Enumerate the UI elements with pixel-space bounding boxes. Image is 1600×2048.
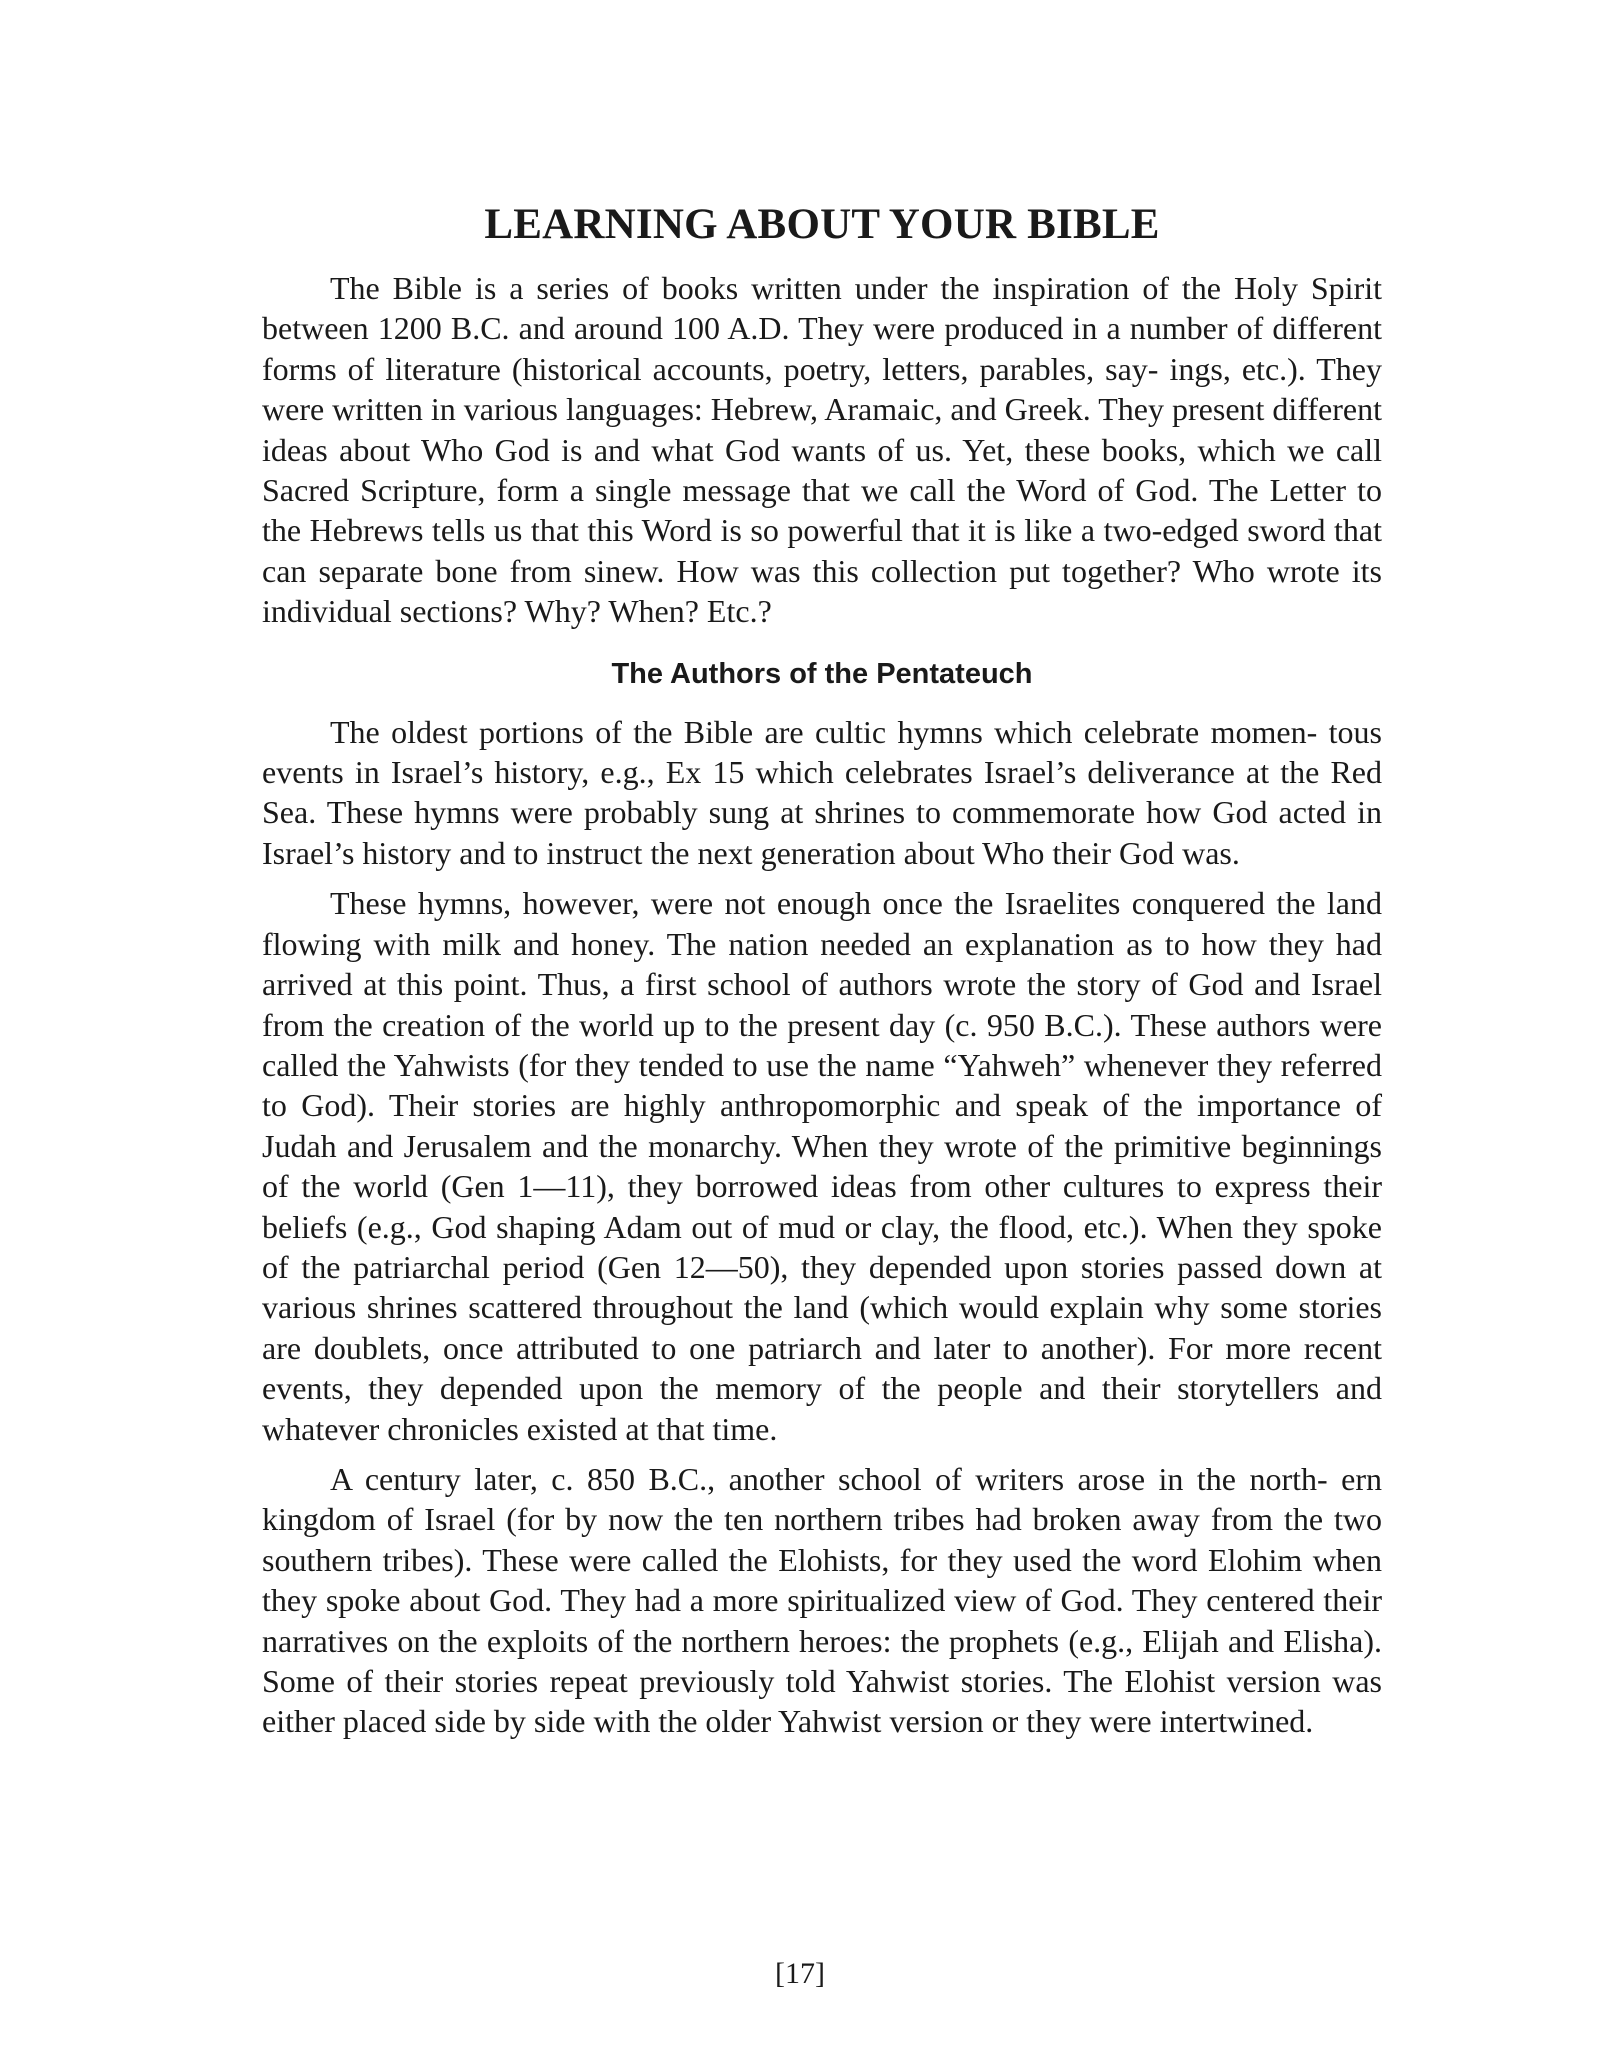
page-number: [17]	[775, 1957, 825, 1990]
paragraph-elohists: A century later, c. 850 B.C., another school of writers arose in the north- ern kingdom of Israel (for by now the ten northern tribes had broken away from the two southern tribes). These were called the Elohists, for they used the word Elohim when they spoke about God. They had a more spiritualized view of God. They centered their narratives on the exploits of the northern heroes: the prophets (e.g., Elijah and Elisha). Some of their stories repeat previously told Yahwist stories. The Elohist version was either placed side by side with the older Yahwist version or they were intertwined.	[262, 1460, 1382, 1740]
intro-paragraph: The Bible is a series of books written under the inspiration of the Holy Spirit between 1200 B.C. and around 100 A.D. They were produced in a number of different forms of literature (historical accounts, poetry, letters, parables, say- ings, etc.). They were written in various languages: Hebrew, Aramaic, and Greek. They present different ideas about Who God is and what God wants of us. Yet, these books, which we call Sacred Scripture, form a single message that we call the Word of God. The Letter to the Hebrews tells us that this Word is so powerful that it is like a two-edged sword that can separate bone from sinew. How was this collection put together? Who wrote its individual sections? Why? When? Etc.?	[262, 270, 1382, 630]
page-body	[262, 200, 1382, 1752]
page-title: LEARNING ABOUT YOUR BIBLE	[484, 201, 1160, 248]
section-heading: The Authors of the Pentateuch	[611, 657, 1033, 690]
paragraph-yahwists: These hymns, however, were not enough once the Israelites conquered the land flowing with milk and honey. The nation needed an explanation as to how they had arrived at this point. Thus, a first school of authors wrote the story of God and Israel from the creation of the world up to the present day (c. 950 B.C.). These authors were called the Yahwists (for they tended to use the name “Yahweh” whenever they referred to God). Their stories are highly anthropomorphic and speak of the importance of Judah and Jerusalem and the monarchy. When they wrote of the primitive beginnings of the world (Gen 1—11), they borrowed ideas from other cultures to express their beliefs (e.g., God shaping Adam out of mud or clay, the flood, etc.). When they spoke of the patriarchal period (Gen 12—50), they depended upon stories passed down at various shrines scattered throughout the land (which would explain why some stories are doublets, once attributed to one patriarch and later to another). For more recent events, they depended upon the memory of the people and their storytellers and whatever chronicles existed at that time.	[262, 885, 1382, 1447]
paragraph-cultic-hymns: The oldest portions of the Bible are cultic hymns which celebrate momen- tous events in Israel’s history, e.g., Ex 15 which celebrates Israel’s deliverance at the Red Sea. These hymns were probably sung at shrines to commemorate how God acted in Israel’s history and to instruct the next generation about Who their God was.	[262, 713, 1382, 871]
